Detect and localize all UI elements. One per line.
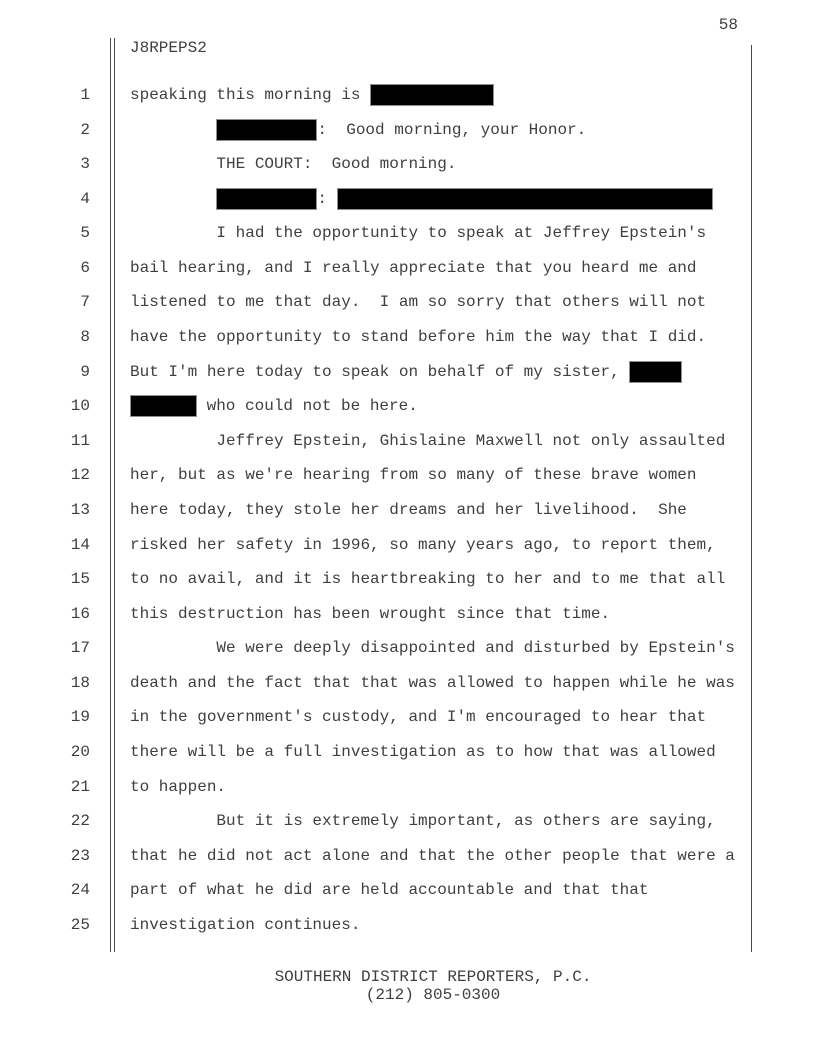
line-number: 9	[80, 362, 90, 381]
line-number: 23	[70, 846, 90, 865]
line-text: THE COURT: Good morning.	[130, 155, 457, 174]
page-footer	[114, 968, 752, 1004]
line-text: death and the fact that that was allowed to happen while he was	[130, 673, 735, 692]
line-text: investigation continues.	[130, 915, 361, 934]
line-text: But it is extremely important, as others are saying,	[130, 812, 716, 831]
line-number: 3	[80, 155, 90, 174]
line-text: have the opportunity to stand before him the way that I did.	[130, 328, 707, 347]
line-text: who could not be here.	[130, 395, 418, 417]
redaction-bar	[370, 84, 494, 106]
transcript-line	[0, 361, 816, 384]
transcript-line	[0, 291, 816, 314]
transcript-line	[0, 257, 816, 280]
line-text: :	[130, 188, 713, 210]
line-number: 8	[80, 328, 90, 347]
footer-reporters-name: SOUTHERN DISTRICT REPORTERS, P.C.	[274, 968, 592, 986]
transcript-line	[0, 188, 816, 211]
line-text: that he did not act alone and that the other people that were a	[130, 846, 735, 865]
line-text: listened to me that day. I am so sorry that others will not	[130, 293, 707, 312]
line-number: 22	[70, 812, 90, 831]
line-text: in the government's custody, and I'm encouraged to hear that	[130, 708, 707, 727]
line-text: : Good morning, your Honor.	[130, 119, 586, 141]
transcript-line	[0, 672, 816, 695]
transcript-line	[0, 499, 816, 522]
line-number: 6	[80, 258, 90, 277]
transcript-session-code: J8RPEPS2	[130, 39, 207, 57]
line-text: But I'm here today to speak on behalf of my sister,	[130, 361, 682, 383]
line-number: 24	[70, 881, 90, 900]
line-number: 18	[70, 673, 90, 692]
transcript-line	[0, 119, 816, 142]
line-number: 12	[70, 466, 90, 485]
footer-phone-number: (212) 805-0300	[365, 986, 501, 1004]
line-number: 19	[70, 708, 90, 727]
redaction-bar	[216, 119, 317, 141]
transcript-line	[0, 84, 816, 107]
redaction-bar	[216, 188, 317, 210]
line-number: 13	[70, 500, 90, 519]
line-number: 21	[70, 777, 90, 796]
transcript-line	[0, 534, 816, 557]
line-text: part of what he did are held accountable and that that	[130, 881, 649, 900]
line-text: risked her safety in 1996, so many years ago, to report them,	[130, 535, 716, 554]
line-text: Jeffrey Epstein, Ghislaine Maxwell not only assaulted	[130, 431, 726, 450]
redaction-bar	[337, 188, 713, 210]
transcript-line	[0, 914, 816, 937]
transcript-line	[0, 637, 816, 660]
line-number: 25	[70, 915, 90, 934]
transcript-line	[0, 741, 816, 764]
transcript-line	[0, 603, 816, 626]
line-text: to happen.	[130, 777, 227, 796]
line-text: her, but as we're hearing from so many of these brave women	[130, 466, 697, 485]
line-number: 10	[70, 397, 90, 416]
line-number: 2	[80, 120, 90, 139]
line-text: bail hearing, and I really appreciate that you heard me and	[130, 258, 697, 277]
line-number: 5	[80, 224, 90, 243]
transcript-line	[0, 845, 816, 868]
line-number: 1	[80, 86, 90, 104]
line-number: 14	[70, 535, 90, 554]
line-number: 11	[70, 431, 90, 450]
transcript-line	[0, 810, 816, 833]
line-text: We were deeply disappointed and disturbed by Epstein's	[130, 639, 735, 658]
line-text: here today, they stole her dreams and her livelihood. She	[130, 500, 687, 519]
transcript-line	[0, 879, 816, 902]
page-number: 58	[718, 16, 738, 34]
line-number: 20	[70, 743, 90, 762]
transcript-line	[0, 568, 816, 591]
transcript-line	[0, 464, 816, 487]
line-text: speaking this morning is	[130, 84, 494, 106]
transcript-line	[0, 706, 816, 729]
line-text: to no avail, and it is heartbreaking to her and to me that all	[130, 570, 726, 589]
line-number: 17	[70, 639, 90, 658]
line-number: 4	[80, 189, 90, 208]
line-number: 16	[70, 604, 90, 623]
line-text: I had the opportunity to speak at Jeffrey Epstein's	[130, 224, 707, 243]
transcript-line	[0, 395, 816, 418]
transcript-line	[0, 153, 816, 176]
transcript-line	[0, 222, 816, 245]
transcript-line	[0, 326, 816, 349]
line-number: 7	[80, 293, 90, 312]
redaction-bar	[629, 361, 682, 383]
line-text: this destruction has been wrought since that time.	[130, 604, 611, 623]
line-text: there will be a full investigation as to how that was allowed	[130, 743, 716, 762]
transcript-line	[0, 776, 816, 799]
transcript-line	[0, 430, 816, 453]
line-number: 15	[70, 570, 90, 589]
redaction-bar	[130, 395, 197, 417]
